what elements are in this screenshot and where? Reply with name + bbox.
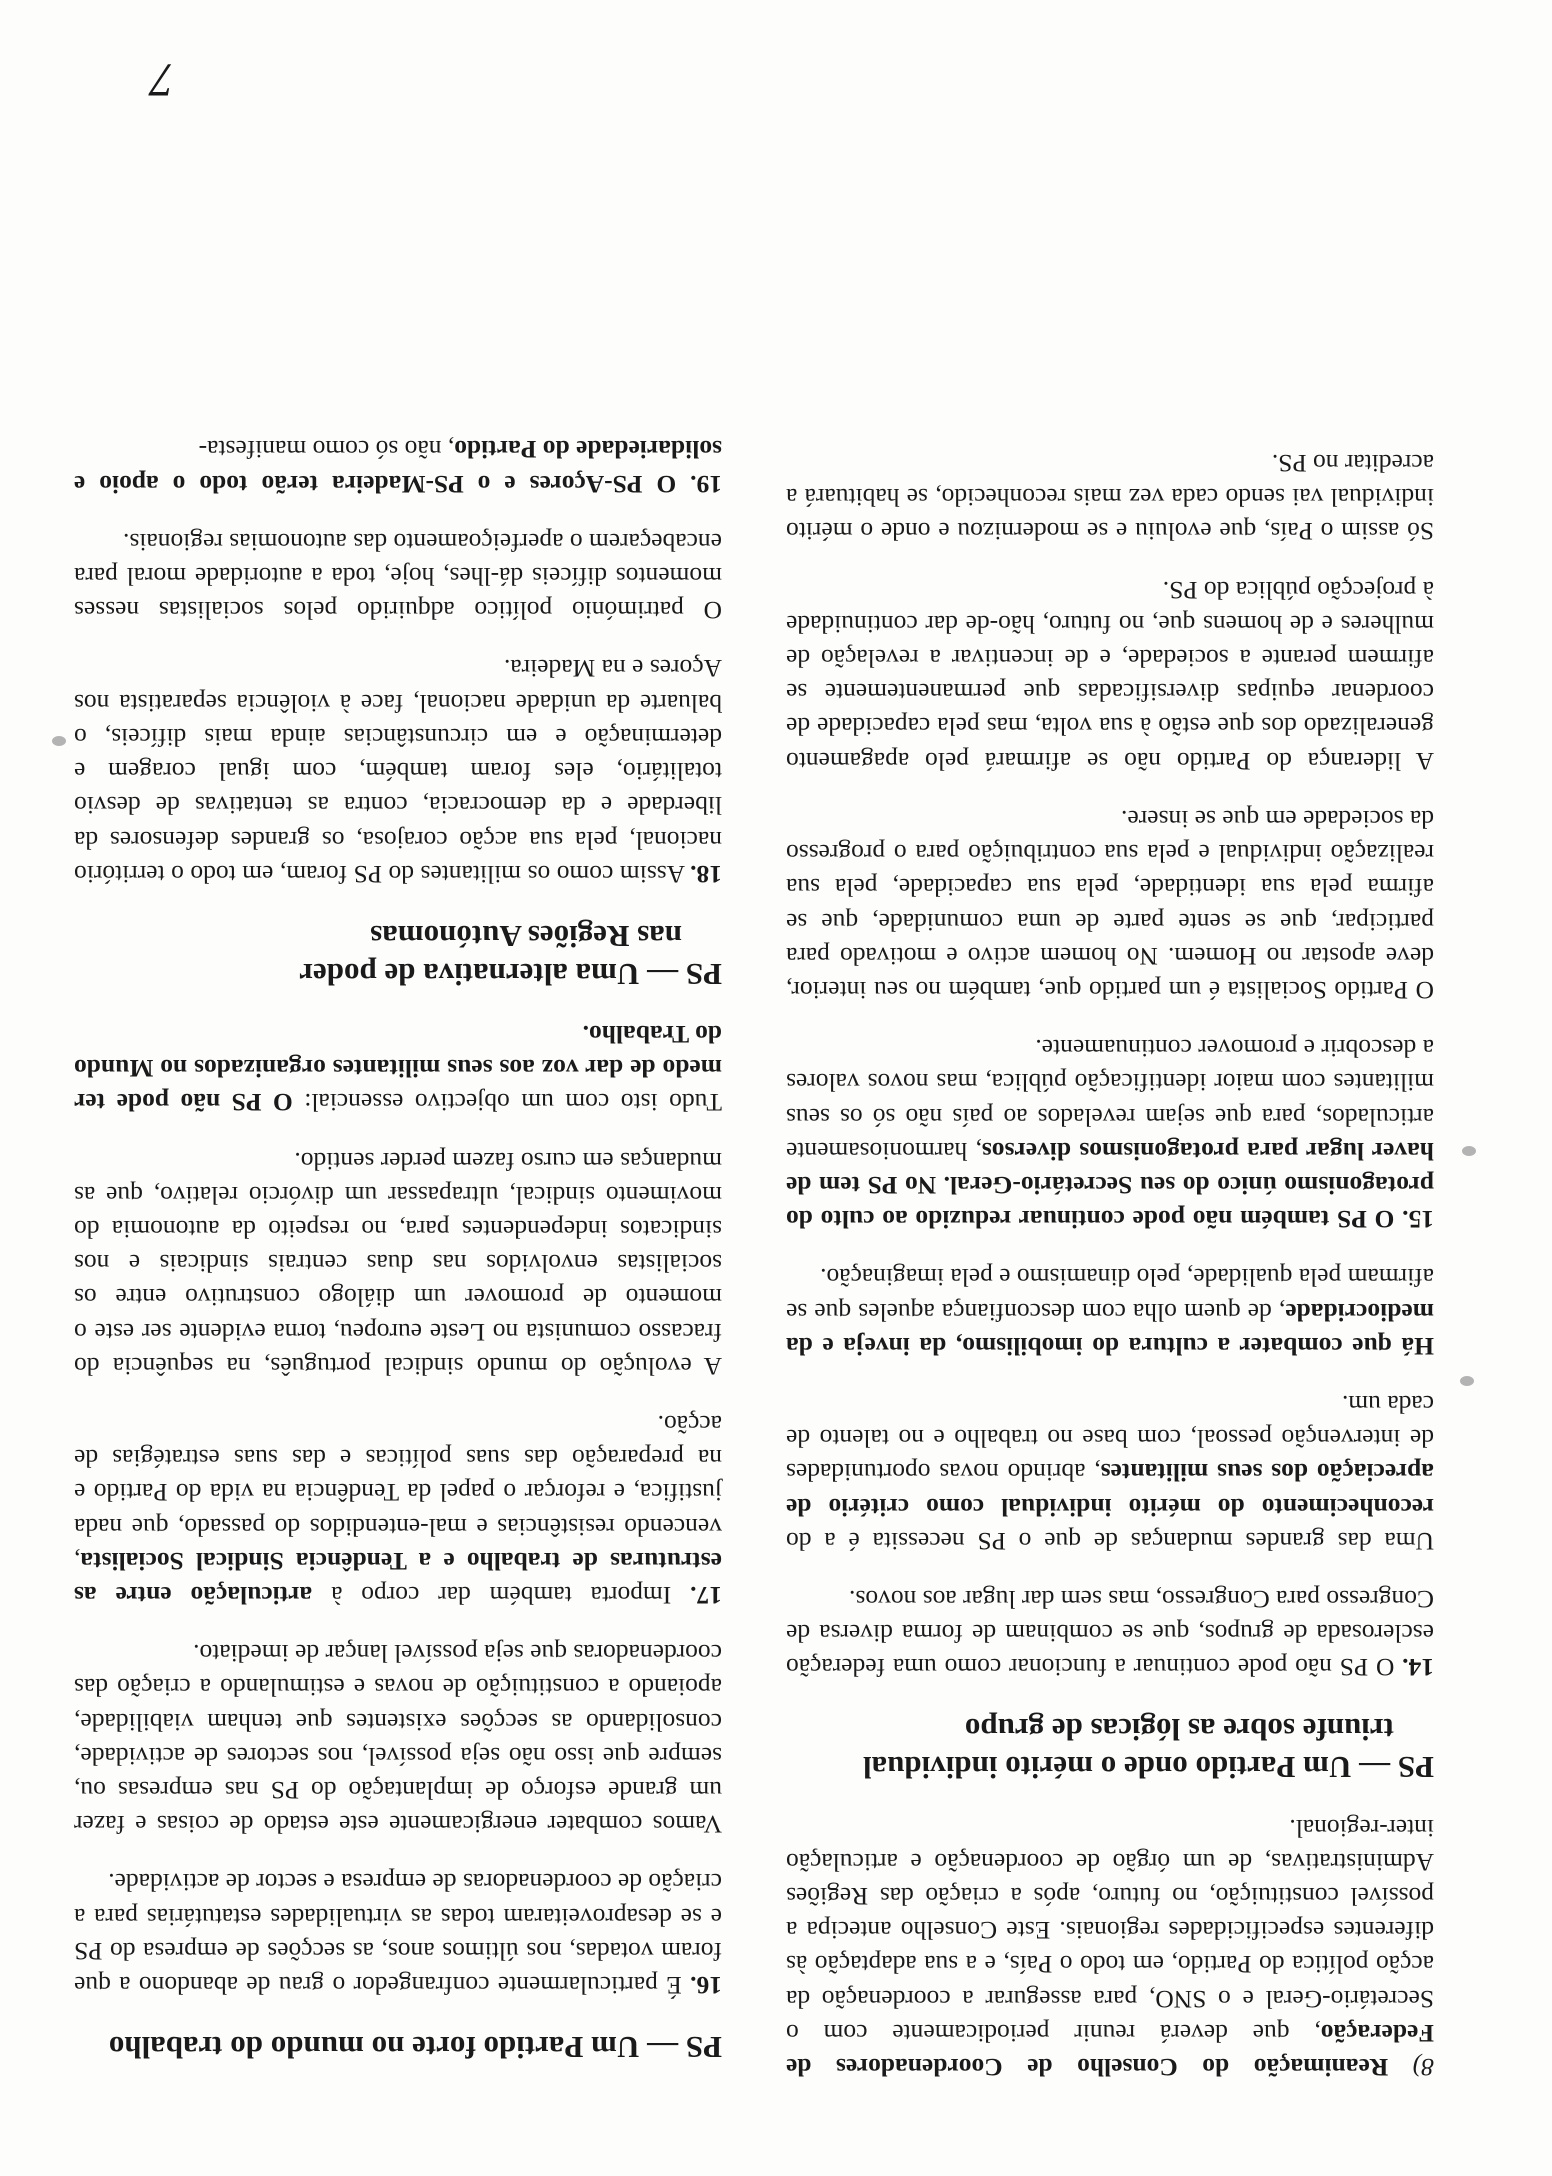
two-column-body	[74, 94, 1434, 2084]
merit-paragraph	[786, 1387, 1434, 1558]
item-8-text: , que deverá reunir periodicamente com o Secretário-Geral e o SNO, para assegurar a coordenação da acção política do Partido, em todo o País, e a sua adaptação às diferentes especificidades regionais. Este Conselho antecipa a possível constituição, no futuro, após a criação das Regiões Administrativas, de um órgão de coordenação e articulação inter-regional.	[786, 1813, 1434, 2048]
item-17-text-2: , vencendo resistências e mal-entendidos do passado, que nada justifica, e reforçar o papel da Tendência na vida do Partido e na preparação das suas políticas e das suas estratégias de acção.	[74, 1409, 722, 1576]
objective-bold: O PS não pode ter medo de dar voz aos seus militantes organizados no Mundo do Trabalho.	[74, 1019, 722, 1118]
merit-text-1: Uma das grandes mudanças de que o PS necessita é a do	[786, 1526, 1434, 1556]
item-18-text: Assim como os militantes do PS foram, em todo o território nacional, pela sua acção corajosa, os grandes defensores da liberdade e da democracia, contra as tentativas de desvio totalitário, eles foram também, com igual coragem e determinação e em circunstâncias ainda mais difíceis, o baluarte da unidade nacional, face à violência separatista nos Açores e na Madeira.	[74, 654, 722, 889]
country-paragraph: Só assim o País, que evoluiu e se modernizou e onde o mérito individual vai sendo cada vez mais reconhecido, se habituará a acreditar no PS.	[786, 449, 1434, 547]
item-15-paragraph	[786, 1031, 1434, 1236]
section-heading-merit	[786, 1710, 1434, 1786]
item-8-bold: Reanimação do Conselho de Coordenadores de Federação	[785, 2018, 1434, 2082]
item-16-text: É particularmente confrangedor o grau de abandono a que foram votadas, nos últimos anos, as secções de empresa do PS e se desaproveitaram todas as virtualidades estatutárias para a criação de coordenadoras de empresa e sector de actividade.	[74, 1868, 722, 2000]
item-17-number: 17.	[690, 1580, 722, 1610]
heading-line: triunfe sobre as lógicas de grupo	[964, 1712, 1394, 1748]
item-19-number: 19.	[690, 469, 722, 499]
immobilism-text: , de quem olha com desconfiança aqueles que se afirmam pela qualidade, pelo dinamismo e pela imaginação.	[786, 1263, 1434, 1327]
item-14-number: 14.	[1402, 1653, 1434, 1683]
heritage-paragraph: O património político adquirido pelos socialistas nesses momentos difíceis dá-lhes, hoje, toda a autoridade moral para encabeçarem o aperfeiçoamento das autonomias regionais.	[74, 527, 722, 626]
item-17-paragraph	[74, 1407, 722, 1612]
section-heading-work	[74, 2028, 722, 2066]
item-15-number: 15.	[1402, 1205, 1434, 1235]
union-evolution-paragraph: A evolução do mundo sindical português, na sequência do fracasso comunista no Leste europeu, torna evidente ser este o momento de promover um diálogo construtivo entre os socialistas envolvidos nas duas centrais sindicais e nos sindicatos independentes para, no respeito da autonomia do movimento sindical, ultrapassar um divórcio relativo, que as mudanças em curso fazem perder sentido.	[74, 1146, 722, 1381]
scan-speck	[1460, 1376, 1474, 1386]
page-number: 7	[150, 53, 174, 106]
item-16-paragraph	[74, 1865, 722, 2002]
section-heading-autonomous	[74, 917, 722, 993]
socialist-party-paragraph: O Partido Socialista é um partido que, também no seu interior, deve apostar no Homem. No homem activo e motivado para participar, que se sente parte de uma comunidade, que se afirma pela sua identidade, pela sua capacidade, pela sua realização individual e pela sua contribuição para o progresso da sociedade em que se insere.	[786, 804, 1434, 1005]
merit-bold: reconhecimento do mérito individual como critério de apreciação dos seus militantes	[786, 1458, 1434, 1522]
combat-paragraph: Vamos combater energicamente este estado de coisas e fazer um grande esforço de implantação do PS nas empresas ou, sempre que isso não seja possível, nos sectores de actividade, consolidando as secções existentes que tenham viabilidade, apoiando a constituição de novas e estimulando a criação das coordenadoras que seja possível lançar de imediato.	[74, 1639, 722, 1840]
heading-line: PS — Um Partido forte no mundo do trabalho	[108, 2030, 722, 2065]
item-15-bold: O PS também não pode continuar reduzido ao culto do protagonismo único do seu Secretário-Geral. No PS tem de haver lugar para protagonismos diversos	[786, 1136, 1434, 1235]
item-14-paragraph	[786, 1582, 1434, 1685]
heading-line: PS — Um Partido onde o mérito individual	[863, 1750, 1434, 1786]
item-19-paragraph	[74, 432, 722, 500]
immobilism-paragraph	[786, 1260, 1434, 1363]
heading-line: PS — Uma alternativa de poder	[299, 956, 722, 992]
item-19-bold: O PS-Açores e o PS-Madeira terão todo o apoio e solidariedade do Partido	[73, 435, 722, 499]
item-8-number: 8)	[1412, 2053, 1434, 2082]
item-16-number: 16.	[690, 1971, 722, 2000]
immobilism-bold: Há que combater a cultura do imobilismo, da inveja e da mediocridade	[786, 1297, 1434, 1361]
scan-speck	[1462, 1146, 1476, 1156]
merit-text-2: , abrindo novas oportunidades de intervenção pessoal, com base no trabalho e no talento de cada um.	[785, 1389, 1434, 1488]
item-17-text-1: Importa também dar corpo à	[312, 1580, 672, 1610]
leadership-paragraph: A liderança do Partido não se afirmará pelo apagamento generalizado dos que estão à sua volta, mas pela capacidade de coordenar equipas diversificadas que permanentemente se afirmem perante a sociedade, e de incentivar a revelação de mulheres e de homens que, no futuro, hão-de dar continuidade à projecção pública do PS.	[786, 575, 1434, 776]
scan-speck	[52, 736, 66, 746]
item-15-text: , harmoniosamente articulados, para que sejam revelados ao país não só os seus militantes com maior identificação pública, mas novos valores a descobrir e promover continuamente.	[785, 1034, 1434, 1166]
item-18-number: 18.	[690, 859, 722, 889]
item-19-text: , não só como manifesta-	[198, 435, 455, 465]
item-17-bold: articulação entre as estruturas de trabalho e a Tendência Sindical Socialista	[73, 1546, 722, 1610]
objective-text: Tudo isto com um objectivo essencial:	[292, 1088, 722, 1118]
item-14-text: O PS não pode continuar a funcionar como uma federação esclerosada de grupos, que se combinam de forma diversa de Congresso para Congresso, mas sem dar lugar aos novos.	[785, 1584, 1434, 1683]
item-18-paragraph	[74, 651, 722, 890]
left-column	[786, 94, 1434, 2084]
item-8-paragraph	[786, 1810, 1434, 2084]
heading-line: nas Regiões Autónomas	[370, 918, 682, 954]
objective-paragraph	[74, 1017, 722, 1120]
right-column	[74, 94, 722, 2084]
